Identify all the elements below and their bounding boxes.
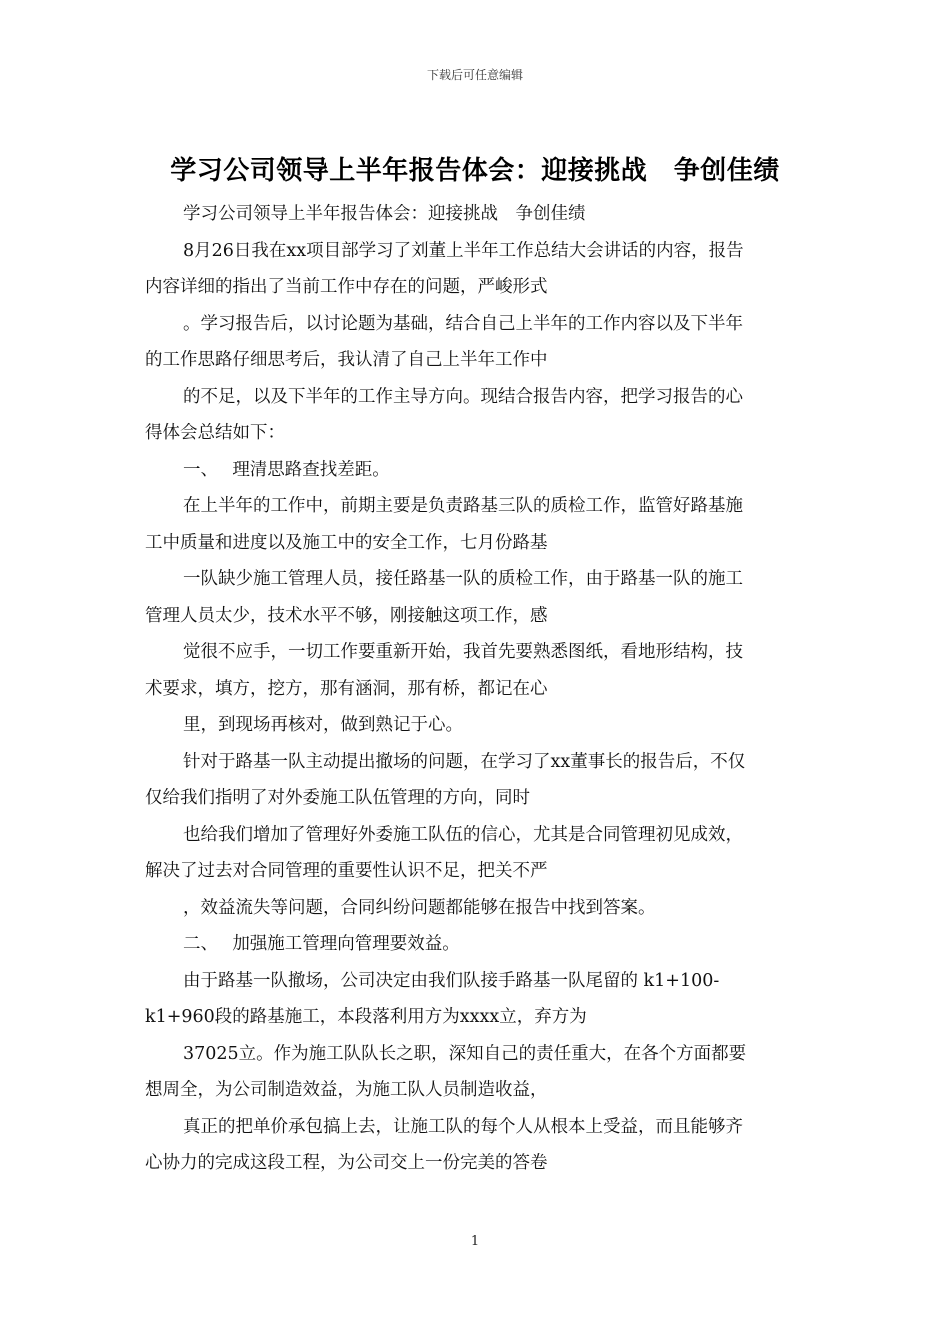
document-body <box>145 196 805 1182</box>
text-line: 想周全，为公司制造效益，为施工队人员制造收益， <box>145 1080 548 1100</box>
text-line: 仅给我们指明了对外委施工队伍管理的方向，同时 <box>145 788 530 808</box>
text-line: ，效益流失等问题，合同纠纷问题都能够在报告中找到答案。 <box>183 897 656 918</box>
text-line: 工中质量和进度以及施工中的安全工作，七月份路基 <box>145 532 548 553</box>
text-line: 一队缺少施工管理人员，接任路基一队的质检工作，由于路基一队的施工 <box>183 569 743 589</box>
paragraph-takeover <box>145 963 805 1036</box>
paragraph-subtitle <box>145 196 805 233</box>
page-number: 1 <box>470 1234 480 1249</box>
text-line: 的工作思路仔细思考后，我认清了自己上半年工作中 <box>145 350 548 370</box>
paragraph-contract <box>145 1109 805 1182</box>
text-line: 管理人员太少，技术水平不够，刚接触这项工作，感 <box>145 605 548 626</box>
text-line: 。学习报告后，以讨论题为基础，结合自己上半年的工作内容以及下半年 <box>183 313 743 334</box>
paragraph-confidence <box>145 817 805 890</box>
text-line: 解决了过去对合同管理的重要性认识不足，把关不严 <box>145 861 548 881</box>
text-line: 37025立。作为施工队队长之职，深知自己的责任重大，在各个方面都要 <box>183 1043 747 1064</box>
text-line: 里，到现场再核对，做到熟记于心。 <box>183 715 463 735</box>
text-line: 觉很不应手，一切工作要重新开始，我首先要熟悉图纸，看地形结构，技 <box>183 642 743 662</box>
text-line: 在上半年的工作中，前期主要是负责路基三队的质检工作，监管好路基施 <box>183 496 743 516</box>
text-line: 内容详细的指出了当前工作中存在的问题，严峻形式 <box>145 277 548 297</box>
section-heading-one <box>145 452 805 489</box>
text-line: 二、 加强施工管理向管理要效益。 <box>183 934 460 954</box>
paragraph-responsibility <box>145 1036 805 1109</box>
text-line: 的不足，以及下半年的工作主导方向。现结合报告内容，把学习报告的心 <box>183 386 743 407</box>
text-line: 术要求，填方，挖方，那有涵洞，那有桥，都记在心 <box>145 678 548 699</box>
text-line: 一、 理清思路查找差距。 <box>183 459 390 480</box>
text-line: 心协力的完成这段工程，为公司交上一份完美的答卷 <box>145 1153 548 1173</box>
text-line: 也给我们增加了管理好外委施工队伍的信心，尤其是合同管理初见成效， <box>183 824 743 845</box>
text-line: 学习公司领导上半年报告体会：迎接挑战 争创佳绩 <box>183 204 586 224</box>
text-line: 8月26日我在xx项目部学习了刘董上半年工作总结大会讲话的内容，报告 <box>183 240 744 261</box>
text-line: 得体会总结如下： <box>145 423 285 443</box>
document-title: 学习公司领导上半年报告体会：迎接挑战 争创佳绩 <box>170 156 780 186</box>
paragraph-restart <box>145 634 805 707</box>
paragraph-first-half <box>145 488 805 561</box>
paragraph-intro <box>145 233 805 306</box>
text-line: 真正的把单价承包搞上去，让施工队的每个人从根本上受益，而且能够齐 <box>183 1116 743 1137</box>
section-heading-two <box>145 926 805 963</box>
paragraph-onsite <box>145 707 805 744</box>
paragraph-summary <box>145 379 805 452</box>
page-header-note: 下载后可任意编辑 <box>426 68 523 82</box>
text-line: k1+960段的路基施工，本段落利用方为xxxx立，弃方为 <box>145 1007 587 1027</box>
text-line: 针对于路基一队主动提出撤场的问题，在学习了xx董事长的报告后，不仅 <box>183 751 746 772</box>
paragraph-study <box>145 306 805 379</box>
paragraph-answers <box>145 890 805 927</box>
paragraph-team-one <box>145 561 805 634</box>
paragraph-withdrawal <box>145 744 805 817</box>
text-line: 由于路基一队撤场，公司决定由我们队接手路基一队尾留的 k1+100- <box>183 970 720 991</box>
